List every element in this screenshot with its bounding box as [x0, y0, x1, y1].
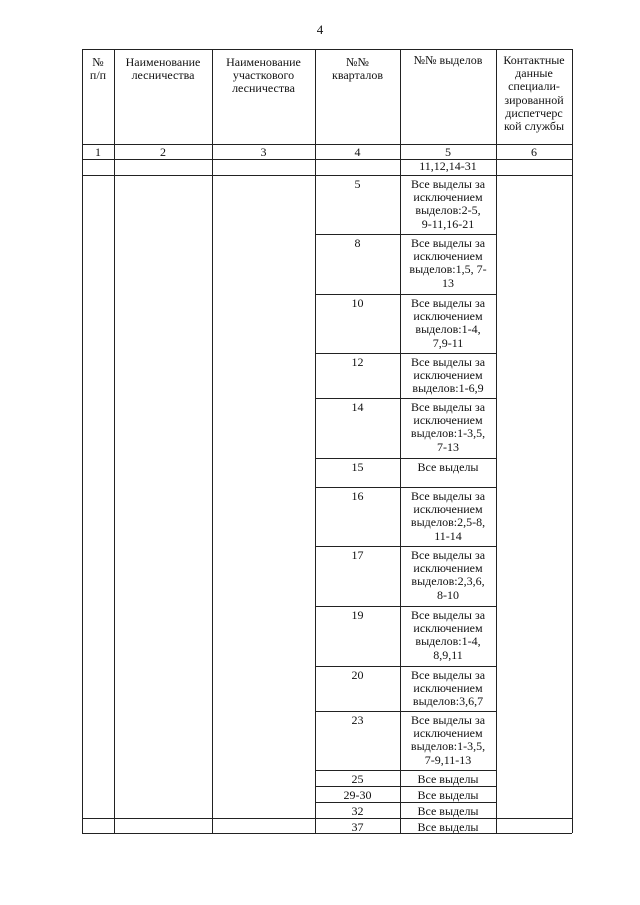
plots-cell: Все выделы за исключением выделов:2,3,6, 8-10 — [410, 548, 486, 602]
number-col-2: 2 — [160, 145, 166, 159]
header-forestry: Наименование лесничества — [125, 55, 201, 83]
quarter-cell: 29-30 — [343, 788, 372, 802]
row-separator — [315, 606, 496, 607]
plots-cell: Все выделы — [417, 788, 479, 802]
quarter-cell: 17 — [351, 548, 364, 562]
header-number: № п/п — [89, 55, 107, 83]
quarter-cell: 5 — [354, 177, 361, 191]
number-col-1: 1 — [95, 145, 101, 159]
column-rule-0 — [82, 49, 83, 833]
column-rule-1 — [114, 49, 115, 833]
quarter-cell: 25 — [351, 772, 364, 786]
quarter-cell: 20 — [351, 668, 364, 682]
quarter-cell: 14 — [351, 400, 364, 414]
header-district-forestry: Наименование участкового лесничества — [226, 55, 301, 96]
row-separator — [315, 786, 496, 787]
plots-cell: Все выделы за исключением выделов:2-5, 9-11,16-21 — [410, 177, 486, 231]
column-rule-4 — [400, 49, 401, 833]
quarter-cell: 15 — [351, 460, 364, 474]
column-rule-3 — [315, 49, 316, 833]
row-separator — [315, 818, 496, 819]
table-rule-1 — [82, 144, 572, 145]
plots-cell: Все выделы за исключением выделов:1-4, 7,9-11 — [410, 296, 486, 350]
quarter-cell: 19 — [351, 608, 364, 622]
plots-cell: Все выделы за исключением выделов:1,5, 7- 13 — [409, 236, 487, 290]
number-col-6: 6 — [531, 145, 537, 159]
column-rule-6 — [572, 49, 573, 833]
quarter-cell: 10 — [351, 296, 364, 310]
row-separator — [315, 487, 496, 488]
quarter-cell: 8 — [354, 236, 361, 250]
quarter-cell: 23 — [351, 713, 364, 727]
header-contacts: Контактные данные специали- зированной диспетчерс кой службы — [503, 53, 565, 134]
plots-cell: Все выделы за исключением выделов:1-4, 8,9,11 — [410, 608, 486, 662]
row-separator — [315, 666, 496, 667]
column-rule-5 — [496, 49, 497, 833]
row-separator — [315, 353, 496, 354]
row-separator — [315, 294, 496, 295]
row-separator — [315, 802, 496, 803]
quarter-cell: 32 — [351, 804, 364, 818]
header-quarters: №№ кварталов — [332, 55, 383, 83]
plots-cell: Все выделы — [417, 772, 479, 786]
continuation-plots: 11,12,14-31 — [419, 159, 477, 173]
row-separator — [315, 398, 496, 399]
page-number: 4 — [316, 22, 324, 37]
table-rule-2 — [82, 159, 572, 160]
quarter-cell: 37 — [351, 820, 364, 834]
plots-cell: Все выделы — [417, 804, 479, 818]
plots-cell: Все выделы за исключением выделов:1-3,5, 7-9,11-13 — [410, 713, 486, 767]
plots-cell: Все выделы за исключением выделов:1-3,5, 7-13 — [410, 400, 486, 454]
row-separator — [315, 546, 496, 547]
table-rule-0 — [82, 49, 572, 50]
row-separator — [315, 770, 496, 771]
row-separator — [315, 711, 496, 712]
plots-cell: Все выделы за исключением выделов:1-6,9 — [410, 355, 486, 396]
row-separator — [315, 458, 496, 459]
plots-cell: Все выделы за исключением выделов:3,6,7 — [410, 668, 486, 709]
table-rule-3 — [82, 175, 572, 176]
number-col-3: 3 — [260, 145, 267, 159]
table-rule-4 — [82, 833, 572, 834]
plots-cell: Все выделы — [417, 460, 479, 474]
quarter-cell: 12 — [351, 355, 364, 369]
quarter-cell: 16 — [351, 489, 364, 503]
row-separator — [315, 234, 496, 235]
number-col-4: 4 — [354, 145, 361, 159]
number-col-5: 5 — [445, 145, 451, 159]
header-plots: №№ выделов — [413, 53, 483, 67]
plots-cell: Все выделы — [417, 820, 479, 834]
column-rule-2 — [212, 49, 213, 833]
plots-cell: Все выделы за исключением выделов:2,5-8, 11-14 — [410, 489, 486, 543]
